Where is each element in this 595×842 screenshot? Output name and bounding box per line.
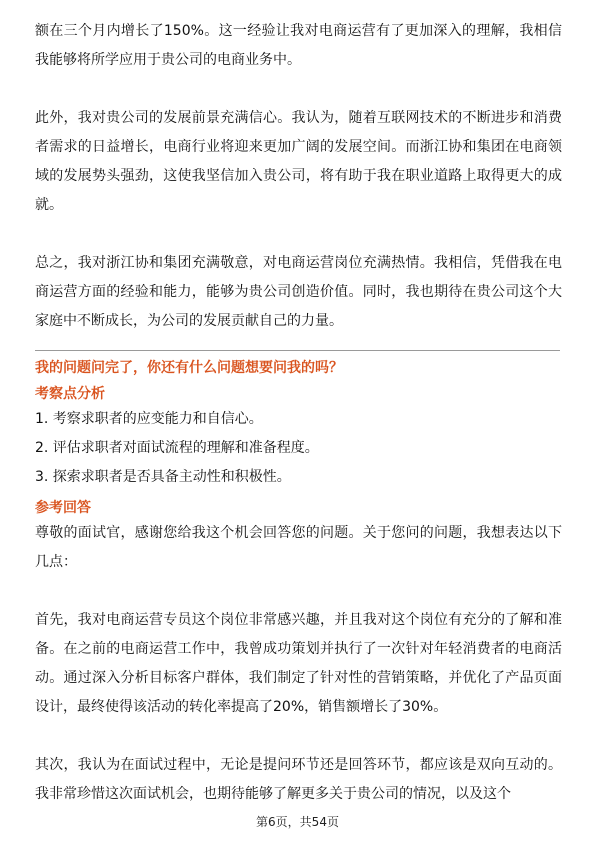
intro-paragraph-3: 总之，我对浙江协和集团充满敬意，对电商运营岗位充满热情。我相信，凭借我在电商运营方面的经验和能力，能够为贵公司创造价值。同时，我也期待在贵公司这个大家庭中不断成长，为公司的发展贡献自己的力量。 [35,255,562,329]
answer-paragraph-3: 其次，我认为在面试过程中，无论是提问环节还是回答环节，都应该是双向互动的。我非常珍惜这次面试机会，也期待能够了解更多关于贵公司的情况，以及这个 [35,757,562,802]
analysis-title: 考察点分析 [35,386,105,402]
page-content [35,17,562,809]
section-divider [35,350,560,351]
answer-title: 参考回答 [35,500,91,516]
answer-paragraph-1: 尊敬的面试官，感谢您给我这个机会回答您的问题。关于您问的问题，我想表达以下几点： [35,525,562,570]
question-title: 我的问题问完了，你还有什么问题想要问我的吗？ [35,360,343,376]
answer-paragraph-2: 首先，我对电商运营专员这个岗位非常感兴趣，并且我对这个岗位有充分的了解和准备。在之前的电商运营工作中，我曾成功策划并执行了一次针对年轻消费者的电商活动。通过深入分析目标客户群体，我们制定了针对性的营销策略，并优化了产品页面设计，最终使得该活动的转化率提高了20%，销售额增长了30%。 [35,612,562,715]
paragraph-spacer [35,722,562,751]
analysis-item-2: 2. 评估求职者对面试流程的理解和准备程度。 [35,440,319,456]
intro-paragraph-1: 额在三个月内增长了150%。这一经验让我对电商运营有了更加深入的理解，我相信我能够将所学应用于贵公司的电商业务中。 [35,23,562,68]
paragraph-spacer [35,75,562,104]
paragraph-spacer [35,577,562,606]
analysis-item-1: 1. 考察求职者的应变能力和自信心。 [35,411,263,427]
paragraph-spacer [35,220,562,249]
page-number-footer: 第6页，共54页 [256,815,339,829]
analysis-item-3: 3. 探索求职者是否具备主动性和积极性。 [35,469,291,485]
intro-paragraph-2: 此外，我对贵公司的发展前景充满信心。我认为，随着互联网技术的不断进步和消费者需求的日益增长，电商行业将迎来更加广阔的发展空间。而浙江协和集团在电商领域的发展势头强劲，这使我坚信加入贵公司，将有助于我在职业道路上取得更大的成就。 [35,110,562,213]
